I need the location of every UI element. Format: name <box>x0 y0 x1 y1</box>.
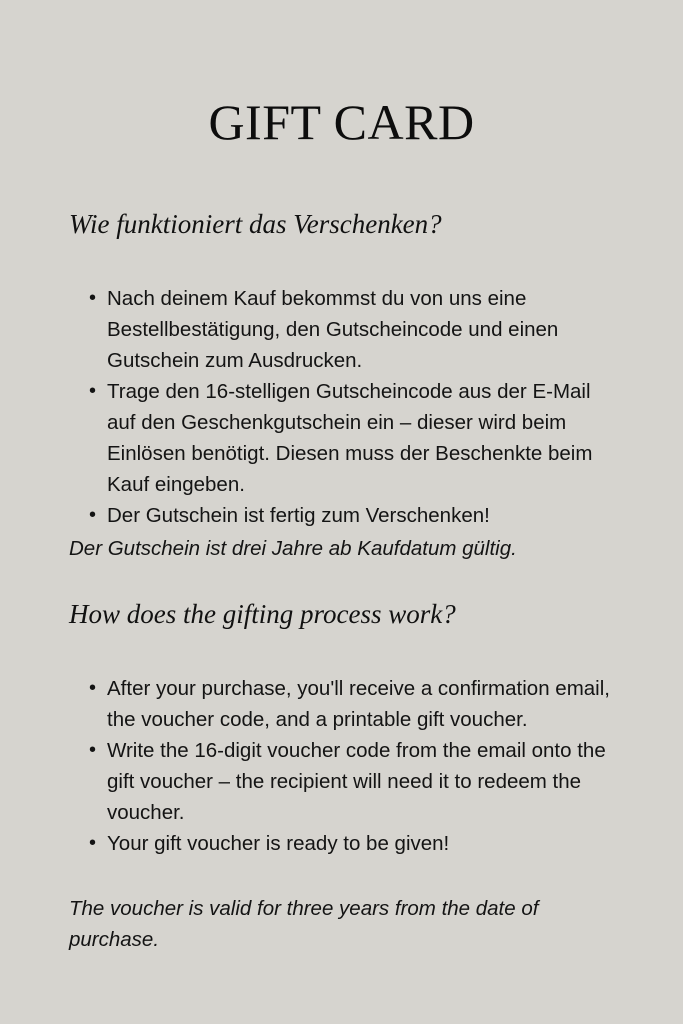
list-item-text: After your purchase, you'll receive a confirmation email, the voucher code, and a printable gift voucher. <box>107 677 610 731</box>
list-item-text: Write the 16-digit voucher code from the email onto the gift voucher – the recipient will need it to redeem the voucher. <box>107 739 606 824</box>
german-validity-note: Der Gutschein ist drei Jahre ab Kaufdatum gültig. <box>69 537 517 560</box>
bullet-icon: • <box>89 739 97 761</box>
page-title: GIFT CARD <box>208 94 475 150</box>
german-section-heading: Wie funktioniert das Verschenken? <box>69 209 442 239</box>
list-item-text: Your gift voucher is ready to be given! <box>107 832 450 855</box>
bullet-icon: • <box>89 677 97 699</box>
bullet-icon: • <box>89 832 97 854</box>
list-item <box>0 376 683 500</box>
bullet-icon: • <box>89 287 97 309</box>
list-item <box>0 673 683 735</box>
german-steps-list <box>0 283 683 531</box>
bullet-icon: • <box>89 380 97 402</box>
list-item <box>0 828 683 859</box>
list-item-text: Trage den 16-stelligen Gutscheincode aus der E-Mail auf den Geschenkgutschein ein – dieser wird beim Einlösen benötigt. Diesen muss der Beschenkte beim Kauf eingeben. <box>107 380 593 496</box>
list-item <box>0 283 683 376</box>
list-item-text: Der Gutschein ist fertig zum Verschenken! <box>107 504 490 527</box>
list-item <box>0 500 683 531</box>
bullet-icon: • <box>89 504 97 526</box>
list-item <box>0 735 683 828</box>
english-validity-note: The voucher is valid for three years from the date of purchase. <box>69 897 539 951</box>
english-section-heading: How does the gifting process work? <box>69 599 456 629</box>
english-steps-list <box>0 673 683 859</box>
list-item-text: Nach deinem Kauf bekommst du von uns eine Bestellbestätigung, den Gutscheincode und einen Gutschein zum Ausdrucken. <box>107 287 559 372</box>
